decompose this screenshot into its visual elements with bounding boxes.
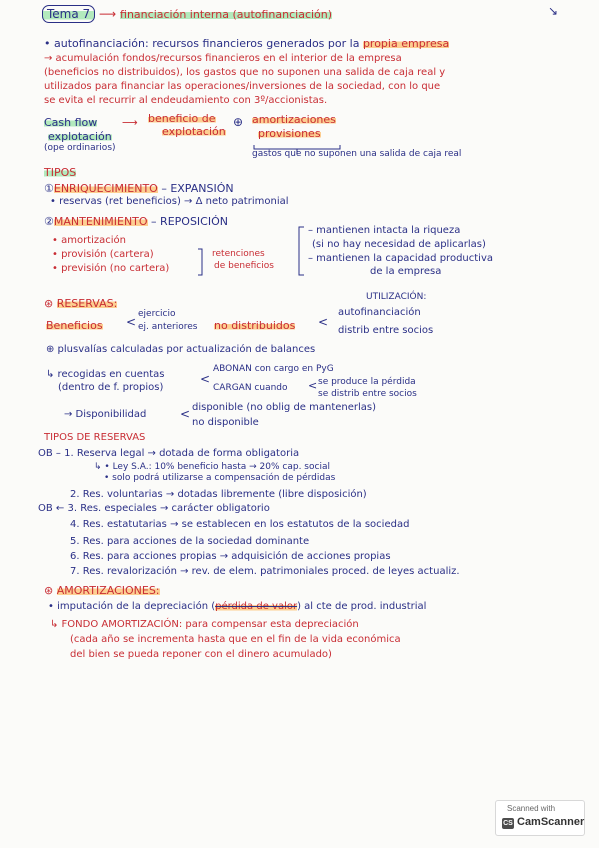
tema-subject: financiación interna (autofinanciación) xyxy=(120,8,333,21)
reserva-item-7: 7. Res. revalorización → rev. de elem. patrimoniales proced. de leyes actualiz. xyxy=(70,566,460,577)
arrow-right-icon: ⟶ xyxy=(99,7,121,21)
recogidas-1: ↳ recogidas en cuentas xyxy=(46,369,165,380)
brace-icon-2 xyxy=(296,226,306,276)
provisiones-label: provisiones xyxy=(258,127,321,140)
brace-icon xyxy=(196,248,206,276)
tipo-2: ②MANTENIMIENTO – REPOSICIÓN xyxy=(44,215,228,228)
reserva-item-2: 2. Res. voluntarias → dotadas libremente (libre disposición) xyxy=(70,489,367,500)
enriquecimiento-label: ENRIQUECIMIENTO xyxy=(53,182,158,195)
cashflow-label: Cash flow xyxy=(44,116,98,129)
anteriores-label: ej. anteriores xyxy=(138,322,198,332)
camscanner-brand: CamScanner xyxy=(517,816,585,828)
abonan-label: ABONAN con cargo en PyG xyxy=(213,364,334,374)
keeps-4: de la empresa xyxy=(370,266,442,277)
camscanner-logo-icon: CS xyxy=(503,820,513,827)
tipo-2-item-3: • previsión (no cartera) xyxy=(52,263,170,274)
reserva-item-1-sub-1: ↳ • Ley S.A.: 10% beneficio hasta → 20% cap. social xyxy=(94,462,330,472)
intro-line-2: → acumulación fondos/recursos financieros en el interior de la empresa xyxy=(44,53,402,64)
reserva-item-3: OB ← 3. Res. especiales → carácter obligatorio xyxy=(38,503,270,514)
distrib-label: distrib entre socios xyxy=(338,325,434,336)
tipo-1-item: • reservas (ret beneficios) → Δ neto patrimonial xyxy=(50,196,289,207)
autofinanciacion-label: autofinanciación xyxy=(338,307,421,318)
plus-icon: ⊕ xyxy=(233,115,244,129)
tipo-1: ①ENRIQUECIMIENTO – EXPANSIÓN xyxy=(44,182,234,195)
intro-line-4: utilizados para financiar las operaciones/inversiones de la sociedad, con lo que xyxy=(44,81,441,92)
disponibilidad-label: → Disponibilidad xyxy=(64,409,147,420)
reservas-heading: ⊛ RESERVAS: xyxy=(44,297,118,310)
cashflow-explotacion: explotación xyxy=(48,130,112,143)
amortizaciones-label: amortizaciones xyxy=(252,113,336,126)
cargan-a: se produce la pérdida xyxy=(318,377,416,387)
camscanner-badge xyxy=(495,800,585,836)
asterisk-icon: ⊛ xyxy=(44,297,57,310)
tema-title xyxy=(42,8,332,20)
disp-b: no disponible xyxy=(192,417,259,428)
retenciones-1: retenciones xyxy=(212,249,265,259)
perdida-valor-highlight: pérdida de valor xyxy=(215,601,298,612)
angle-icon-5: < xyxy=(180,407,191,421)
amortizaciones-heading: ⊛ AMORTIZACIONES: xyxy=(44,584,160,597)
propia-empresa-highlight: propia empresa xyxy=(362,37,450,50)
recogidas-2: (dentro de f. propios) xyxy=(58,382,164,393)
amort-line-3: (cada año se incrementa hasta que en el fin de la vida económica xyxy=(70,634,401,645)
cashflow-note: (ope ordinarios) xyxy=(44,143,116,153)
tipos-reservas-heading: TIPOS DE RESERVAS xyxy=(44,432,146,443)
beneficios-label: Beneficios xyxy=(46,319,103,332)
angle-icon-4: < xyxy=(308,379,318,392)
plusvalias-line: ⊕ plusvalías calculadas por actualización de balances xyxy=(46,344,316,355)
keeps-3: – mantienen la capacidad productiva xyxy=(308,253,493,264)
tipo-2-item-2: • provisión (cartera) xyxy=(52,249,154,260)
intro-line-1: • autofinanciación: recursos financieros generados por la propia empresa xyxy=(44,37,450,50)
cashflow-footnote: gastos que no suponen una salida de caja real xyxy=(252,149,462,159)
cargan-b: se distrib entre socios xyxy=(318,389,417,399)
amort-line-4: del bien se pueda reponer con el dinero acumulado) xyxy=(70,649,332,660)
reserva-item-6: 6. Res. para acciones propias → adquisición de acciones propias xyxy=(70,551,391,562)
disp-a: disponible (no oblig de mantenerlas) xyxy=(192,402,377,413)
beneficio-label: beneficio de xyxy=(148,112,216,125)
cargan-label: CARGAN cuando xyxy=(213,383,288,393)
angle-icon: < xyxy=(126,315,137,329)
keeps-1: – mantienen intacta la riqueza xyxy=(308,225,461,236)
intro-line-5: se evita el recurrir al endeudamiento con 3º/accionistas. xyxy=(44,95,328,106)
scanned-with-label: Scanned with xyxy=(507,804,556,813)
amort-line-2: ↳ FONDO AMORTIZACIÓN: para compensar esta depreciación xyxy=(50,619,359,630)
utilizacion-label: UTILIZACIÓN: xyxy=(366,292,427,302)
angle-icon-2: < xyxy=(318,315,329,329)
tema-label: Tema 7 xyxy=(42,5,95,23)
no-distribuidos-label: no distribuidos xyxy=(214,319,296,332)
reserva-item-5: 5. Res. para acciones de la sociedad dominante xyxy=(70,536,310,547)
retenciones-2: de beneficios xyxy=(214,261,274,271)
reserva-item-1-sub-2: • solo podrá utilizarse a compensación de pérdidas xyxy=(104,473,336,483)
tipos-heading: TIPOS xyxy=(44,166,77,179)
keeps-2: (si no hay necesidad de aplicarlas) xyxy=(312,239,486,250)
equals-arrow-icon: ⟶ xyxy=(122,116,138,129)
amort-line-1: • imputación de la depreciación (pérdida de valor) al cte de prod. industrial xyxy=(48,601,427,612)
tipo-2-item-1: • amortización xyxy=(52,235,126,246)
angle-icon-3: < xyxy=(200,372,211,386)
beneficio-explotacion: explotación xyxy=(162,125,226,138)
intro-line-3: (beneficios no distribuidos), los gastos que no suponen una salida de caja real y xyxy=(44,67,446,78)
asterisk-icon-2: ⊛ xyxy=(44,584,57,597)
reserva-item-4: 4. Res. estatutarias → se establecen en los estatutos de la sociedad xyxy=(70,519,410,530)
reserva-item-1: OB – 1. Reserva legal → dotada de forma obligatoria xyxy=(38,448,300,459)
corner-mark-icon: ↘ xyxy=(548,4,559,18)
ejercicio-label: ejercicio xyxy=(138,309,176,319)
mantenimiento-label: MANTENIMIENTO xyxy=(53,215,148,228)
